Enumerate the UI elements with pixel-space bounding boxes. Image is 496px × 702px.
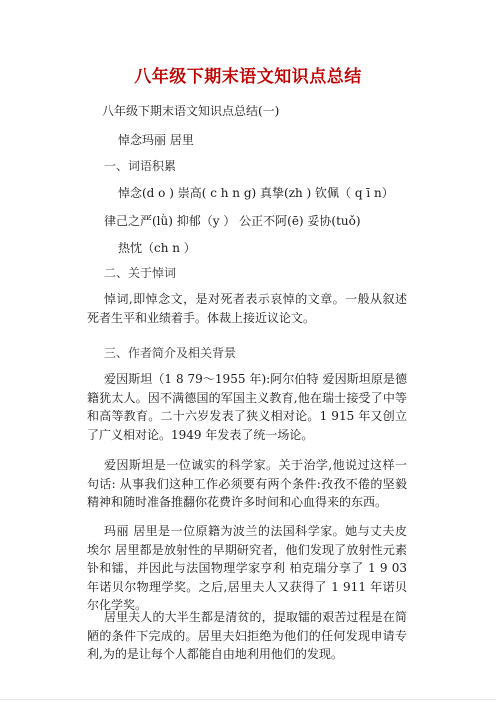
- vocab-line-2: 律己之严(lǜ) 抑郁（y ） 公正不阿(ē) 妥协(tuǒ): [104, 214, 361, 228]
- paragraph-einstein-scientist: 爱因斯坦是一位诚实的科学家。关于治学,他说过这样一句话: 从事我们这种工作必须要有两个条件:孜孜不倦的坚毅精神和随时准备推翻你花费许多时间和心血得来的东西。: [87, 458, 407, 509]
- section-heading-vocabulary: 一、词语积累: [104, 159, 177, 173]
- document-title: 八年级下期末语文知识点总结: [134, 67, 362, 87]
- section-heading-eulogy: 二、关于悼词: [104, 266, 177, 280]
- vocab-line-1: 悼念(d o ) 崇高( c h n g) 真挚(zh ) 钦佩（ q ī n）: [118, 186, 394, 200]
- article-title: 悼念玛丽 居里: [118, 133, 194, 147]
- paragraph-einstein: 爱因斯坦（1 8 79～1955 年):阿尔伯特 爱因斯坦原是德籍犹太人。因不满德国的军国主义教育,他在瑞士接受了中等和高等教育。二十六岁发表了狭义相对论。1 915 年又创立了广义相对论。1949 年发表了统一场论。: [87, 372, 407, 442]
- section-heading-author: 三、作者简介及相关背景: [104, 346, 237, 360]
- paragraph-marie-curie: 玛丽 居里是一位原籍为波兰的法国科学家。她与丈夫皮埃尔 居里都是放射性的早期研究者，他们发现了放射性元素钋和镭，并因此与法国物理学家亨利 柏克瑞分享了 1 9 03 年诺贝尔物理学奖。之后,居里夫人又获得了 1 911 年诺贝尔化学奖。: [87, 524, 407, 612]
- page-bottom-divider: [0, 699, 496, 700]
- paragraph-eulogy: 悼词,即悼念文，是对死者表示哀悼的文章。一般从叙述死者生平和业绩着手。体裁上接近议论文。: [87, 292, 407, 325]
- paragraph-curie-poverty: 居里夫人的大半生都是清贫的，提取镭的艰苦过程是在简陋的条件下完成的。居里夫妇拒绝为他们的任何发现申请专利,为的是让每个人都能自由地利用他们的发现。: [87, 610, 407, 661]
- document-subtitle: 八年级下期末语文知识点总结(一): [102, 104, 280, 118]
- vocab-line-3: 热忱（ch n ）: [118, 241, 196, 255]
